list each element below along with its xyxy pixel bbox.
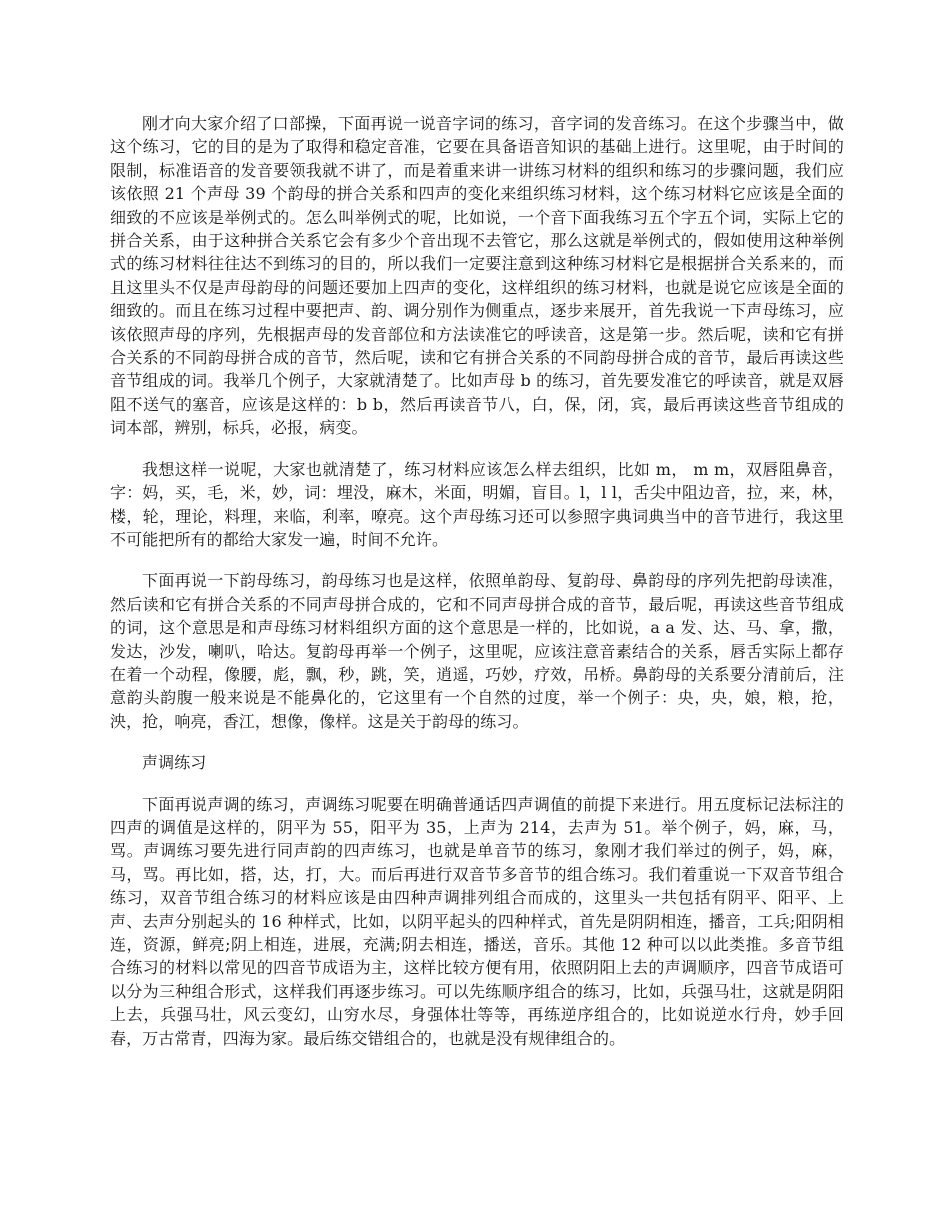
paragraph-gap (110, 775, 844, 793)
paragraph-initials-examples: 我想这样一说呢，大家也就清楚了，练习材料应该怎么样去组织，比如 m， m m，双唇阻鼻音，字：妈，买，毛，米，妙，词：埋没，麻木，米面，明媚，盲目。l，l l，舌尖中阻边音，拉，来，林，楼，轮，理论，料理，来临，利率，嘹亮。这个声母练习还可以参照字典词典当中的音节进行，我这里不可能把所有的都给大家发一遍，时间不允许。 (110, 459, 844, 549)
paragraph-gap (110, 551, 844, 569)
paragraph-intro: 刚才向大家介绍了口部操，下面再说一说音字词的练习，音字词的发音练习。在这个步骤当中，做这个练习，它的目的是为了取得和稳定音准，它要在具备语音知识的基础上进行。这里呢，由于时间的限制，标准语音的发音要领我就不讲了，而是着重来讲一讲练习材料的组织和练习的步骤问题，我们应该依照 21 个声母 39 个韵母的拼合关系和四声的变化来组织练习材料，这个练习材料它应该是全面的细致的不应该是举例式的。怎么叫举例式的呢，比如说，一个音下面我练习五个字五个词，实际上它的拼合关系，由于这种拼合关系它会有多少个音出现不去管它，那么这就是举例式的，假如使用这种举例式的练习材料往往达不到练习的目的，所以我们一定要注意到这种练习材料它是根据拼合关系来的，而且这里头不仅是声母韵母的问题还要加上四声的变化，这样组织的练习材料，也就是说它应该是全面的细致的。而且在练习过程中要把声、韵、调分别作为侧重点，逐步来展开，首先我说一下声母练习，应该依照声母的序列，先根据声母的发音部位和方法读准它的呼读音，这是第一步。然后呢，读和它有拼合关系的不同韵母拼合成的音节，然后呢，读和它有拼合关系的不同韵母拼合成的音节，最后再读这些音节组成的词。我举几个例子，大家就清楚了。比如声母 b 的练习，首先要发准它的呼读音，就是双唇阻不送气的塞音，应该是这样的：b b，然后再读音节八，白，保，闭，宾，最后再读这些音节组成的词本部，辨别，标兵，必报，病变。 (110, 114, 844, 438)
paragraph-gap (110, 733, 844, 751)
paragraph-tone-practice: 下面再说声调的练习，声调练习呢要在明确普通话四声调值的前提下来进行。用五度标记法标注的四声的调值是这样的，阴平为 55，阳平为 35，上声为 214，去声为 51。举个例子，妈，麻，马，骂。声调练习要先进行同声韵的四声练习，也就是单音节的练习，象刚才我们举过的例子，妈，麻，马，骂。再比如，搭，达，打，大。而后再进行双音节多音节的组合练习。我们着重说一下双音节组合练习，双音节组合练习的材料应该是由四种声调排列组合而成的，这里头一共包括有阴平、阳平、上声、去声分别起头的 16 种样式，比如，以阴平起头的四种样式，首先是阴阴相连，播音，工兵;阳阴相连，资源，鲜亮;阴上相连，进展，充满;阴去相连，播送，音乐。其他 12 种可以以此类推。多音节组合练习的材料以常见的四音节成语为主，这样比较方便有用，依照阴阳上去的声调顺序，四音节成语可以分为三种组合形式，这样我们再逐步练习。可以先练顺序组合的练习，比如，兵强马壮，这就是阴阳上去，兵强马壮，风云变幻，山穷水尽，身强体壮等等，再练逆序组合的，比如说逆水行舟，妙手回春，万古常青，四海为家。最后练交错组合的，也就是没有规律组合的。 (110, 794, 844, 1048)
paragraph-finals-practice: 下面再说一下韵母练习，韵母练习也是这样，依照单韵母、复韵母、鼻韵母的序列先把韵母读准，然后读和它有拼合关系的不同声母拼合成的，它和不同声母拼合成的音节，最后呢，再读这些音节组成的词，这个意思是和声母练习材料组织方面的这个意思是一样的，比如说，a a 发、达、马、拿，撒，发达，沙发，喇叭，哈达。复韵母再举一个例子，这里呢，应该注意音素结合的关系，唇舌实际上都存在着一个动程，像腰，彪，飘，秒，跳，笑，逍遥，巧妙，疗效，吊桥。鼻韵母的关系要分清前后，注意韵头韵腹一般来说是不能鼻化的，它这里有一个自然的过度，举一个例子：央，央，娘，粮，抢，泱，抢，响亮，香江，想像，像样。这是关于韵母的练习。 (110, 571, 844, 731)
document-page (110, 112, 844, 1050)
section-heading: 声调练习 (142, 753, 207, 773)
paragraph-gap (110, 440, 844, 458)
